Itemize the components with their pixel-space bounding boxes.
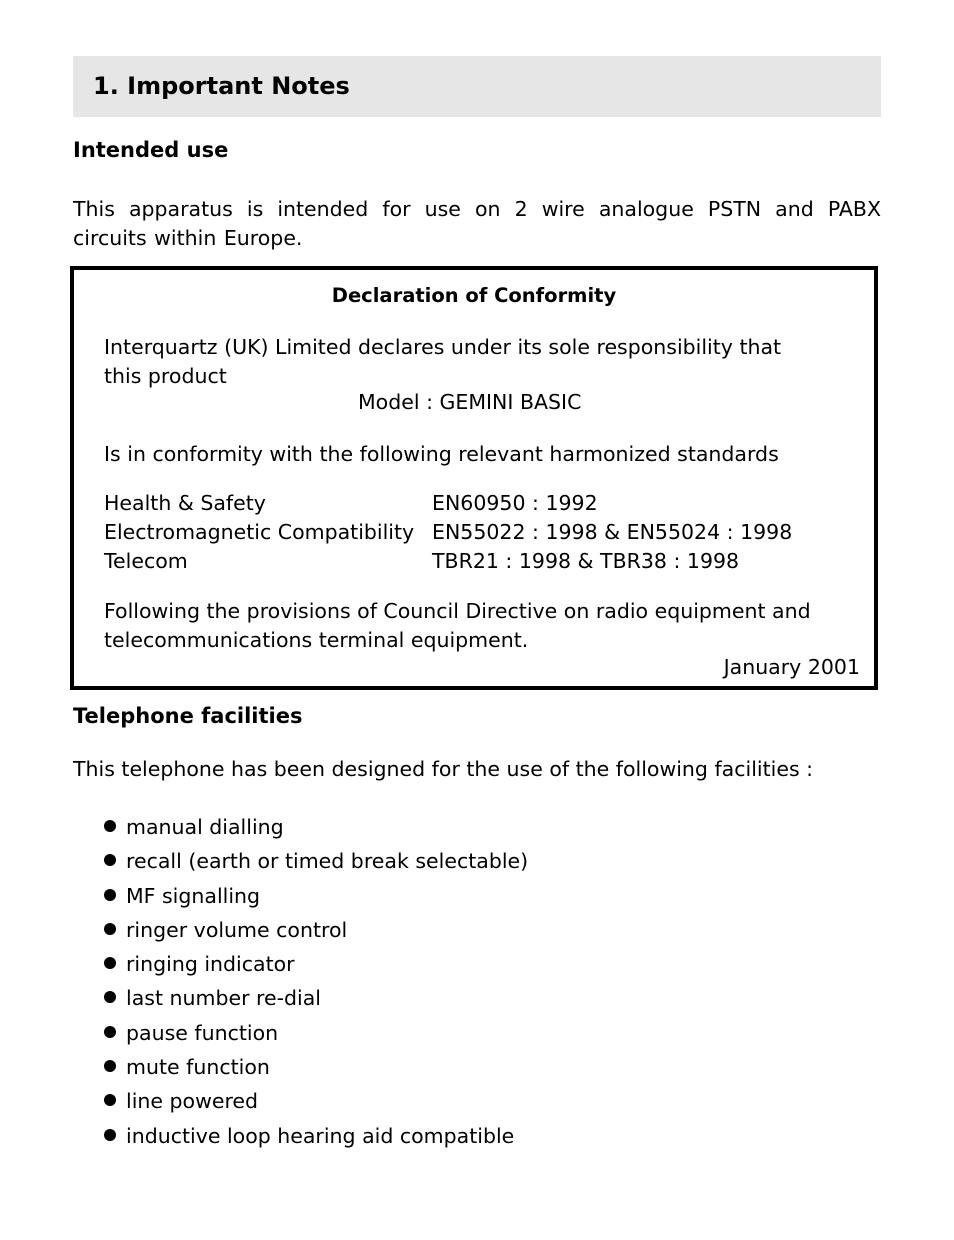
bullet-icon [104,1060,116,1072]
standard-row [104,489,792,518]
standard-value: EN55022 : 1998 & EN55024 : 1998 [432,520,793,544]
declaration-of-conformity-box [70,266,878,690]
bullet-icon [104,991,116,1003]
facility-label: recall (earth or timed break selectable) [126,849,529,874]
standard-name: Electromagnetic Compatibility [104,520,415,544]
facility-label: pause function [126,1020,279,1045]
facility-label: manual dialling [126,815,284,839]
standard-name: Telecom [104,549,188,573]
bullet-icon [104,957,116,969]
bullet-icon [104,1094,116,1106]
section-title: 1. Important Notes [73,56,881,117]
standard-value: EN60950 : 1992 [432,491,598,515]
standards-table [104,489,792,576]
list-item [104,847,528,881]
list-item [104,813,528,847]
facilities-list [104,813,528,1156]
declaration-statement: Interquartz (UK) Limited declares under its sole responsibility that this product [104,335,782,388]
facility-label: line powered [126,1089,259,1114]
list-item [104,950,528,984]
intended-use-heading: Intended use [73,138,229,162]
standard-row [104,547,792,576]
directive-text: Following the provisions of Council Directive on radio equipment and telecommunications terminal equipment. [104,599,811,652]
bullet-icon [104,820,116,832]
declaration-title: Declaration of Conformity [331,284,617,307]
facility-label: ringing indicator [126,952,295,977]
list-item [104,1053,528,1087]
bullet-icon [104,1129,116,1141]
list-item [104,1019,528,1053]
facility-label: last number re-dial [126,986,321,1011]
model-line: Model : GEMINI BASIC [358,390,582,414]
standard-name: Health & Safety [104,491,266,515]
list-item [104,1087,528,1121]
telephone-facilities-heading: Telephone facilities [73,704,303,728]
facility-label: inductive loop hearing aid compatible [126,1123,515,1148]
facilities-intro: This telephone has been designed for the use of the following facilities : [73,757,814,781]
standard-value: TBR21 : 1998 & TBR38 : 1998 [432,549,740,573]
list-item [104,984,528,1018]
bullet-icon [104,1026,116,1038]
bullet-icon [104,889,116,901]
facility-label: MF signalling [126,883,261,908]
declaration-date: January 2001 [723,655,860,679]
standard-row [104,518,792,547]
conformity-statement: Is in conformity with the following relevant harmonized standards [104,442,779,466]
list-item [104,916,528,950]
bullet-icon [104,923,116,935]
list-item [104,882,528,916]
list-item [104,1122,528,1156]
bullet-icon [104,854,116,866]
intended-use-text: This apparatus is intended for use on 2 wire analogue PSTN and PABX circuits within Europe. [73,197,881,250]
facility-label: ringer volume control [126,917,348,942]
facility-label: mute function [126,1055,270,1080]
